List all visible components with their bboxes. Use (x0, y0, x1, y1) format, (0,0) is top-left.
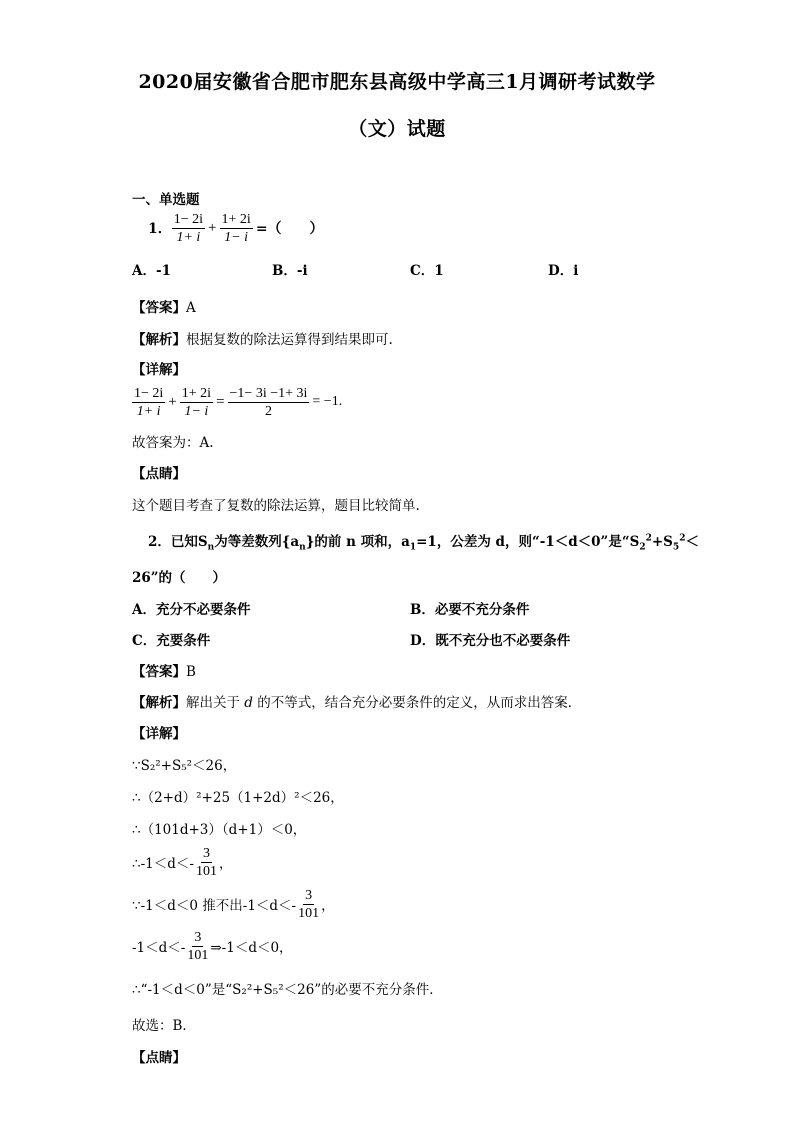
q1-comment-tag: 【点睛】 (132, 466, 186, 482)
q2-detail-tag: 【详解】 (132, 726, 186, 742)
q1-stem (148, 208, 324, 248)
q1-conclusion: 故答案为：A. (132, 435, 214, 451)
q1-fraction-b: $\frac{1+ 2i}{1- i}$ (221, 211, 251, 245)
q2-comment-tag: 【点睛】 (132, 1050, 186, 1066)
q2-step6: -1＜d＜- $\frac{3}{101}$ ⇒-1＜d＜0， (132, 929, 293, 963)
page-title-line2: （文）试题 (348, 118, 446, 140)
q1-analysis: 【解析】根据复数的除法运算得到结果即可. (132, 332, 393, 348)
q2-step3: ∴（101d+3）（d+1）＜0， (132, 822, 307, 838)
q2-option-b: B．必要不充分条件 (410, 602, 530, 618)
q1-comment: 这个题目考查了复数的除法运算，题目比较简单. (132, 498, 420, 514)
q2-stem-line1: 2．已知$S_n$为等差数列$\{a_n\}$的前 n 项和，$a_1=1$，公差为 d，则“-1＜d＜0”是“$S_2^2+S_5^2<$ (148, 533, 699, 553)
q1-fraction-a: $\frac{1- 2i}{1+ i}$ (173, 211, 204, 245)
q2-option-d: D．既不充分也不必要条件 (410, 633, 571, 649)
q2-conclusion: 故选：B． (132, 1018, 196, 1034)
section-heading: 一、单选题 (132, 192, 200, 208)
q2-analysis: 【解析】解出关于 d 的不等式，结合充分必要条件的定义，从而求出答案． (132, 695, 582, 711)
q1-option-a: A．-1 (132, 263, 171, 279)
plus-sign: + (208, 219, 217, 236)
q1-detail-tag: 【详解】 (132, 362, 186, 378)
q2-step2: ∴（2+d）²+25（1+2d）²＜26， (132, 790, 344, 806)
q1-answer: 【答案】A (132, 300, 196, 316)
q1-option-d: D．i (548, 263, 579, 279)
q2-step5: ∵-1＜d＜0 推不出-1＜d＜- $\frac{3}{101}$ ， (132, 887, 335, 921)
q1-number: 1． (148, 221, 172, 237)
q2-option-a: A．充分不必要条件 (132, 602, 251, 618)
q2-step7: ∴“-1＜d＜0”是“S₂²+S₅²＜26”的必要不充分条件． (132, 982, 443, 998)
q2-option-c: C．充要条件 (132, 633, 211, 649)
page-title-line1: 2020届安徽省合肥市肥东县高级中学高三1月调研考试数学 (138, 71, 656, 93)
q2-step4: ∴-1＜d＜- $\frac{3}{101}$ ， (132, 845, 233, 879)
q1-tail: =（ ） (255, 221, 324, 237)
q1-option-c: C．1 (410, 263, 444, 279)
q2-answer: 【答案】B (132, 664, 196, 680)
q1-detail-equation: $\frac{1- 2i}{1+ i}$ + $\frac{1+ 2i}{1- i}$ = $\frac{-1- 3i -1+ 3i}{2}$ = −1. (134, 385, 343, 419)
q2-stem-line2: 26”的（ ） (132, 570, 227, 586)
q1-option-b: B．-i (272, 263, 308, 279)
q2-step1: ∵S₂²+S₅²＜26， (132, 758, 237, 774)
